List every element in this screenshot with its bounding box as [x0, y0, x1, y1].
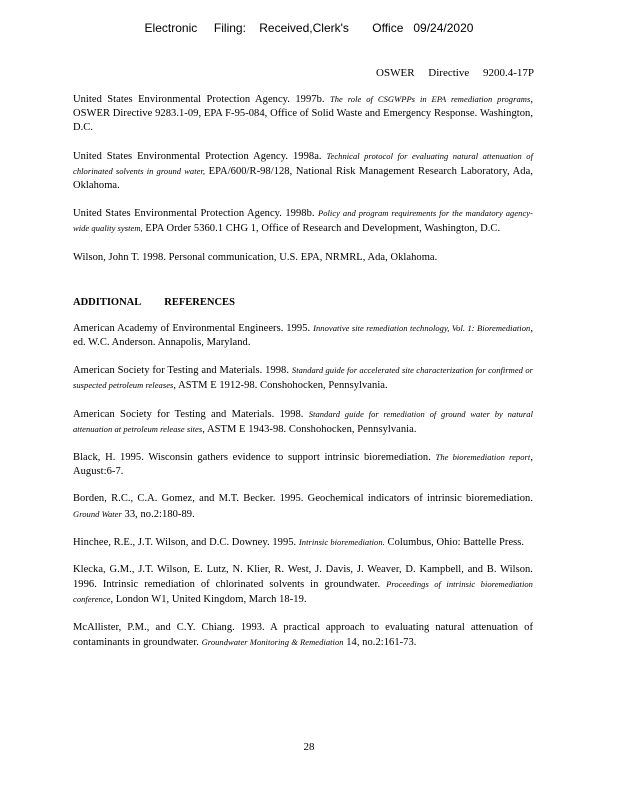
reference-entry: Black, H. 1995. Wisconsin gathers evidence to support intrinsic bioremediation. The bioremediation report, August:6-7.	[73, 452, 533, 478]
reference-entry: Hinchee, R.E., J.T. Wilson, and D.C. Downey. 1995. Intrinsic bioremediation. Columbus, Ohio: Battelle Press.	[73, 536, 525, 548]
document-body	[73, 92, 533, 663]
additional-reference-list	[73, 321, 533, 650]
reference-entry: United States Environmental Protection Agency. 1998b. Policy and program requirements for the mandatory agency-wide quality system, EPA Order 5360.1 CHG 1, Office of Research and Development, Washington, D.C.	[73, 208, 533, 235]
reference-entry: United States Environmental Protection Agency. 1997b. The role of CSGWPPs in EPA remediation programs, OSWER Directive 9283.1-09, EPA F-95-084, Office of Solid Waste and Emergency Response. Washington, D.C.	[73, 94, 533, 134]
page-number: 28	[303, 741, 315, 753]
filing-stamp: Electronic Filing: Received,Clerk's Office 09/24/2020	[144, 21, 474, 35]
reference-entry: Klecka, G.M., J.T. Wilson, E. Lutz, N. Klier, R. West, J. Davis, J. Weaver, D. Kampbell, and B. Wilson. 1996. Intrinsic remediation of chlorinated solvents in groundwater. Proceedings of intrinsic bioremediation conference, London W1, United Kingdom, March 18-19.	[73, 564, 533, 606]
section-heading: ADDITIONAL REFERENCES	[73, 296, 235, 308]
directive-number: OSWER Directive 9200.4-17P	[376, 67, 534, 79]
reference-entry: Wilson, John T. 1998. Personal communication, U.S. EPA, NRMRL, Ada, Oklahoma.	[73, 251, 438, 263]
reference-entry: American Society for Testing and Materials. 1998. Standard guide for remediation of ground water by natural attenuation at petroleum release sites, ASTM E 1943-98. Conshohocken, Pennsylvania.	[73, 408, 533, 435]
reference-entry: Borden, R.C., C.A. Gomez, and M.T. Becker. 1995. Geochemical indicators of intrinsic bioremediation. Ground Water 33, no.2:180-89.	[73, 493, 533, 520]
reference-entry: American Society for Testing and Materials. 1998. Standard guide for accelerated site characterization for confirmed or suspected petroleum releases, ASTM E 1912-98. Conshohocken, Pennsylvania.	[73, 365, 533, 392]
reference-entry: McAllister, P.M., and C.Y. Chiang. 1993. A practical approach to evaluating natural attenuation of contaminants in groundwater. Groundwater Monitoring & Remediation 14, no.2:161-73.	[73, 621, 533, 648]
reference-entry: United States Environmental Protection Agency. 1998a. Technical protocol for evaluating natural attenuation of chlorinated solvents in ground water, EPA/600/R-98/128, National Risk Management Research Laboratory, Ada, Oklahoma.	[73, 150, 533, 192]
reference-list	[73, 92, 533, 265]
reference-entry: American Academy of Environmental Engineers. 1995. Innovative site remediation technology, Vol. 1: Bioremediation, ed. W.C. Anderson. Annapolis, Maryland.	[73, 322, 533, 349]
